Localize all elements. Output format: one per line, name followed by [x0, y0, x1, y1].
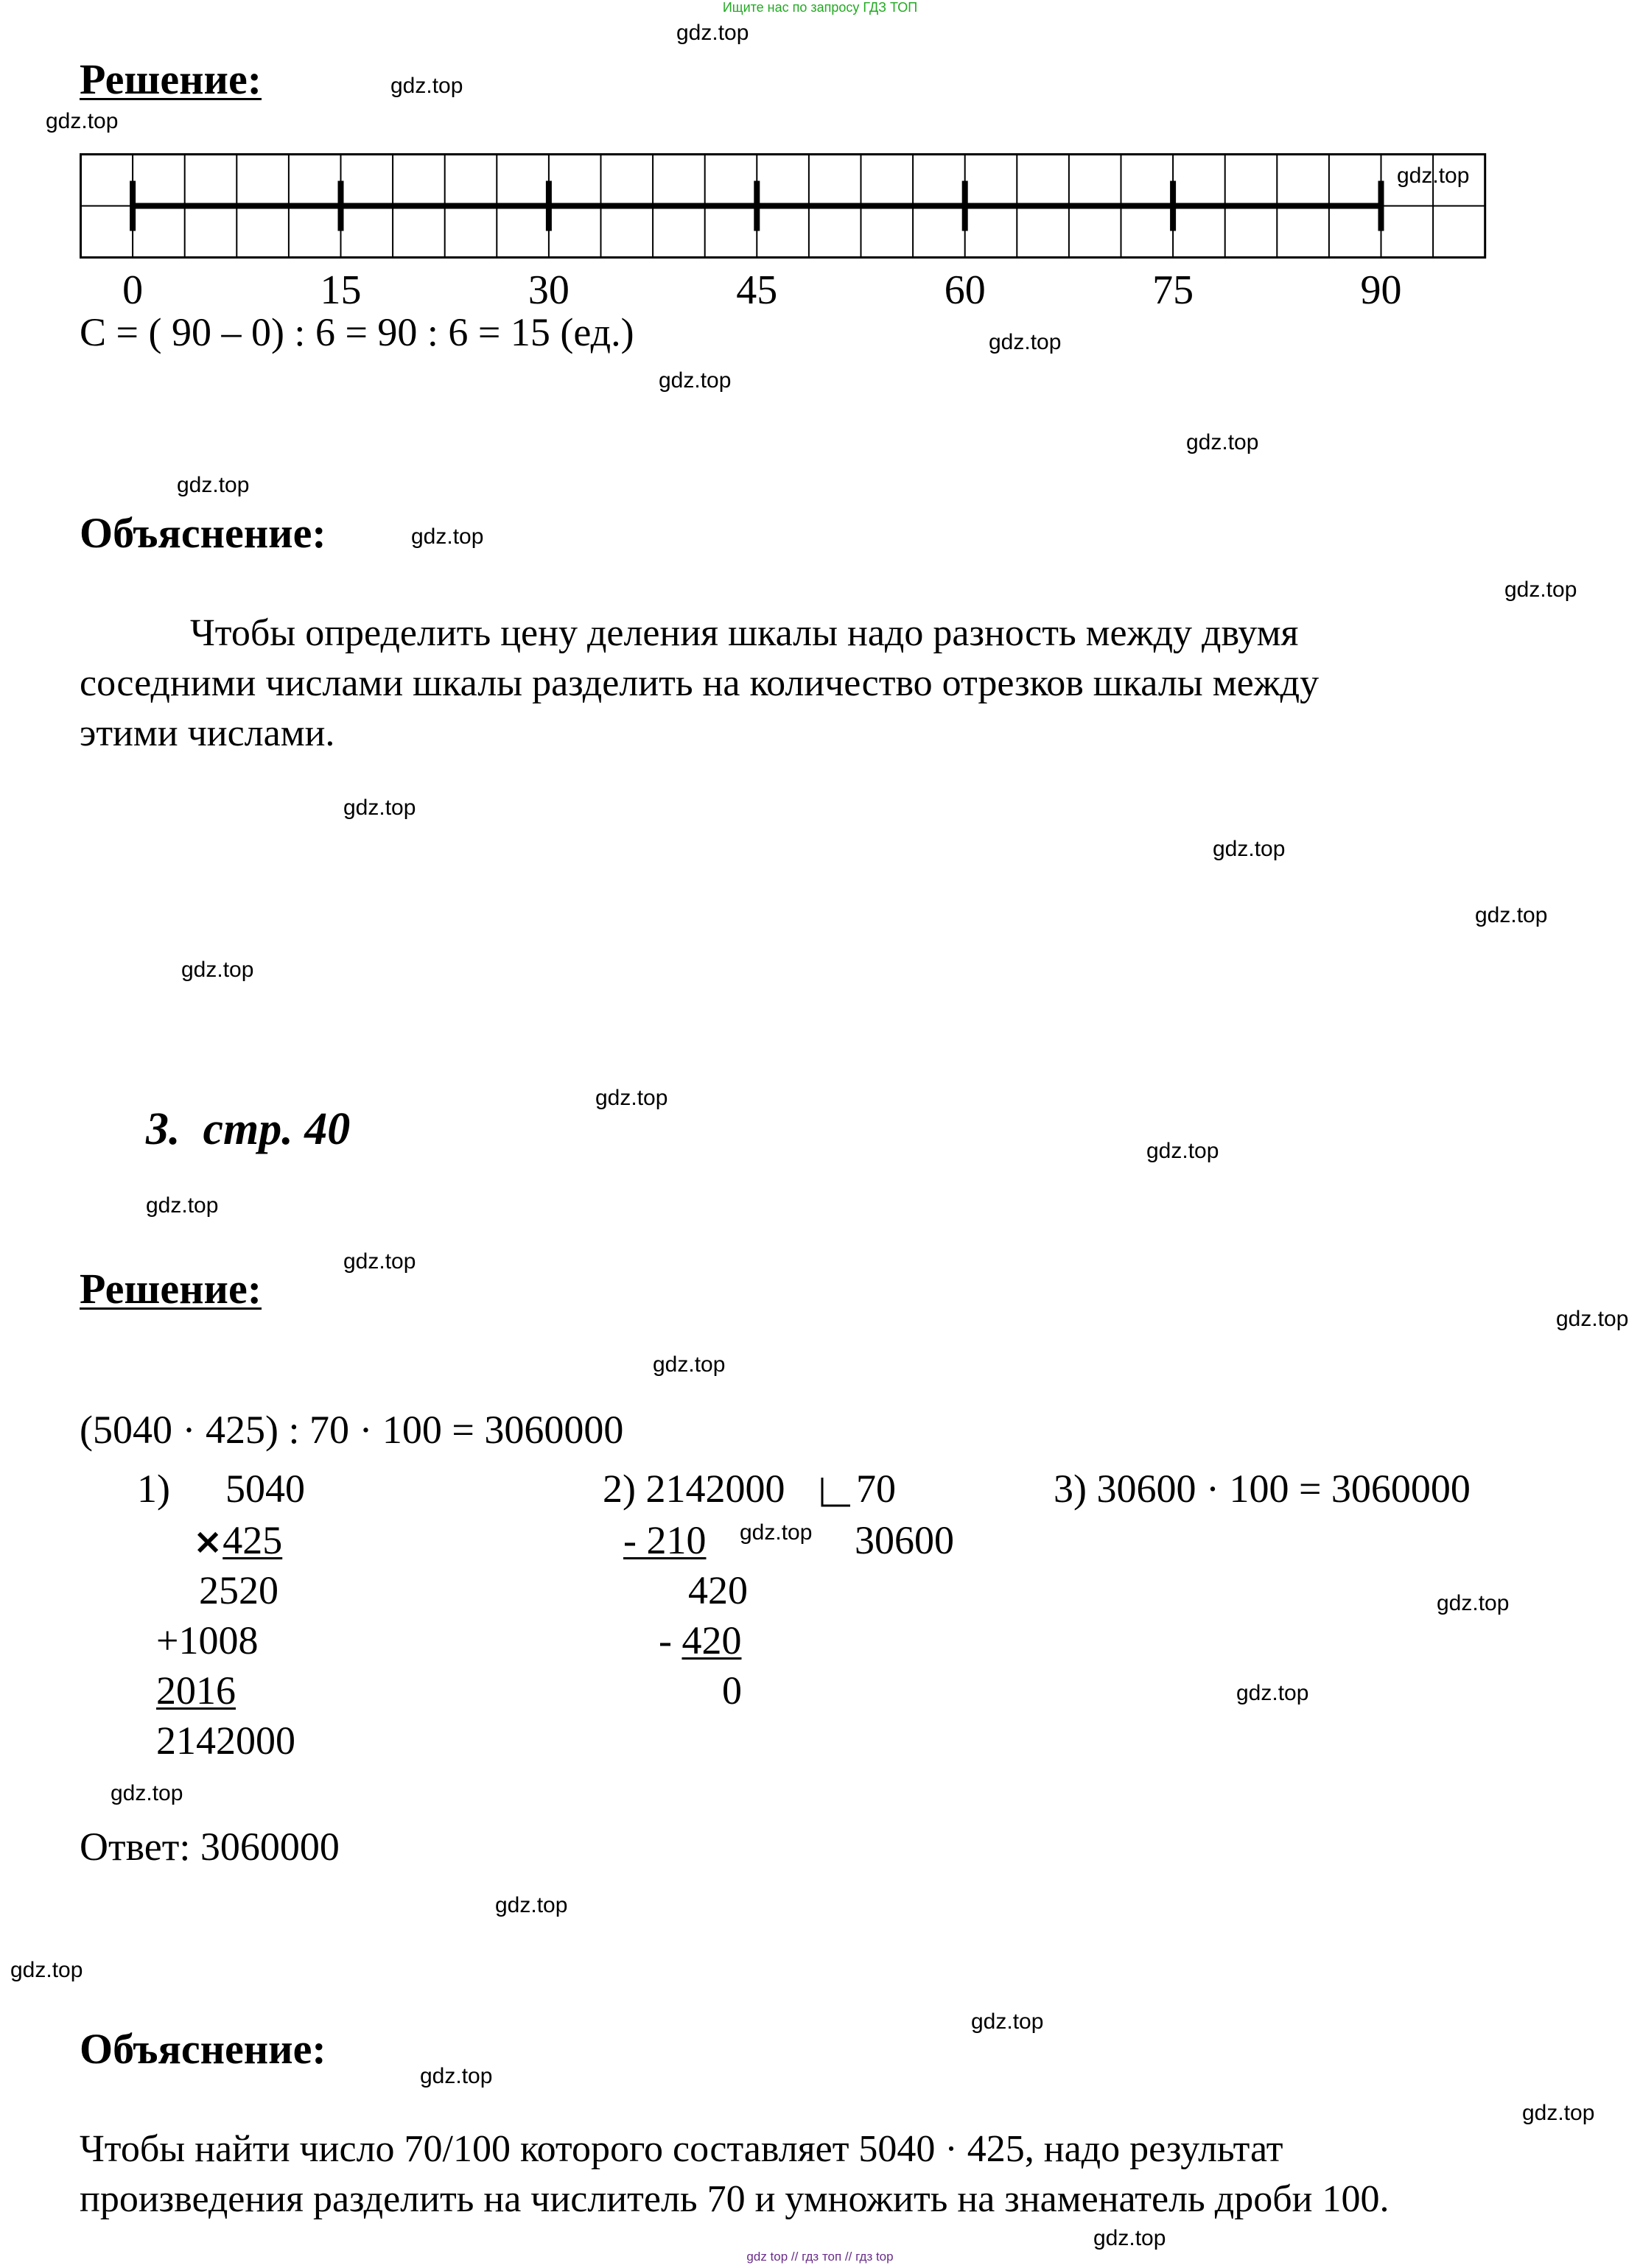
bottom-banner: gdz top // гдз топ // гдз top: [746, 2250, 894, 2264]
step2-sub2: 420: [681, 1618, 742, 1663]
watermark: gdz.top: [1556, 1307, 1629, 1331]
watermark: gdz.top: [1522, 2101, 1595, 2125]
step1-partial: 2520: [199, 1568, 278, 1612]
watermark: gdz.top: [411, 524, 484, 549]
step2-divisor: 70: [856, 1467, 896, 1511]
task-number: [146, 1103, 350, 1156]
watermark: gdz.top: [659, 368, 732, 393]
watermark: gdz.top: [595, 1086, 668, 1110]
watermark: gdz.top: [653, 1352, 726, 1377]
explanation-line: произведения разделить на числитель 70 и умножить на знаменатель дроби 100.: [80, 2178, 1390, 2220]
step1-result: 2142000: [156, 1718, 295, 1763]
step1-multiplier-row: [193, 1517, 325, 1563]
task-number-value: 3.: [146, 1104, 181, 1154]
task-page: стр. 40: [203, 1104, 351, 1154]
explanation-paragraph: [80, 608, 1553, 659]
step2-rem1: 420: [688, 1568, 748, 1612]
formula: C = ( 90 – 0) : 6 = 90 : 6 = 15 (ед.): [80, 310, 634, 354]
watermark: gdz.top: [10, 1958, 83, 1982]
step2-row: [603, 1466, 785, 1512]
division-corner: [818, 1476, 855, 1513]
step1-partial: 2016: [156, 1668, 236, 1713]
watermark: gdz.top: [177, 473, 250, 497]
step1-multiplicand: 5040: [225, 1467, 305, 1511]
top-banner: Ищите нас по запросу ГДЗ ТОП: [722, 0, 918, 15]
scale-grid: [80, 153, 1487, 259]
scale-tick-label: 45: [736, 267, 778, 313]
watermark: gdz.top: [1236, 1681, 1309, 1705]
watermark: gdz.top: [343, 796, 416, 820]
watermark: gdz.top: [495, 1893, 568, 1917]
watermark: gdz.top: [390, 74, 463, 98]
watermark: gdz.top: [343, 1249, 416, 1274]
scale-tick-label: 15: [320, 267, 362, 313]
main-expression: (5040 · 425) : 70 · 100 = 3060000: [80, 1408, 624, 1452]
watermark: gdz.top: [989, 330, 1062, 354]
watermark: gdz.top: [676, 21, 749, 45]
watermark: gdz.top: [1504, 577, 1577, 602]
step2-sub2-sign: -: [659, 1618, 682, 1663]
step2-label: 2): [603, 1467, 636, 1511]
multiply-sign: ×: [193, 1521, 223, 1562]
explanation-heading: Объяснение:: [80, 509, 326, 557]
explanation-heading: Объяснение:: [80, 2025, 326, 2073]
step2-rem2: 0: [722, 1668, 742, 1713]
explanation-line: соседними числами шкалы разделить на количество отрезков шкалы между: [80, 662, 1320, 704]
scale-tick-label: 90: [1360, 267, 1402, 313]
explanation-line: этими числами.: [80, 712, 335, 754]
watermark: gdz.top: [1146, 1139, 1219, 1163]
watermark: gdz.top: [1475, 903, 1548, 927]
watermark: gdz.top: [181, 958, 254, 982]
watermark: gdz.top: [1213, 837, 1286, 861]
scale-tick-label: 75: [1152, 267, 1194, 313]
watermark: gdz.top: [146, 1193, 219, 1218]
answer: Ответ: 3060000: [80, 1825, 340, 1869]
watermark: gdz.top: [1186, 430, 1259, 454]
watermark: gdz.top: [1397, 164, 1470, 188]
explanation-line: Чтобы определить цену деления шкалы надо разность между двумя: [190, 612, 1299, 654]
watermark: gdz.top: [111, 1781, 183, 1805]
step3: 3) 30600 · 100 = 3060000: [1054, 1467, 1471, 1511]
step1-label: 1): [137, 1467, 170, 1511]
step1-partial: +1008: [156, 1618, 259, 1663]
scale-tick-label: 60: [944, 267, 986, 313]
scale-tick-label: 30: [528, 267, 570, 313]
step2-sub1: - 210: [623, 1518, 707, 1562]
watermark: gdz.top: [740, 1520, 813, 1545]
watermark: gdz.top: [46, 109, 119, 133]
solution-heading: Решение:: [80, 55, 262, 103]
step2-quotient: 30600: [855, 1518, 954, 1562]
watermark: gdz.top: [1093, 2226, 1166, 2250]
step2-sub2-row: [659, 1618, 741, 1663]
explanation-line: Чтобы найти число 70/100 которого составляет 5040 · 425, надо результат: [80, 2128, 1283, 2170]
step2-dividend: 2142000: [645, 1467, 785, 1511]
solution-heading: Решение:: [80, 1265, 262, 1313]
scale-tick-label: 0: [122, 267, 144, 313]
watermark: gdz.top: [971, 2009, 1044, 2034]
watermark: gdz.top: [1437, 1591, 1510, 1615]
step1-multiplier: 425: [222, 1518, 283, 1562]
watermark: gdz.top: [420, 2064, 493, 2088]
